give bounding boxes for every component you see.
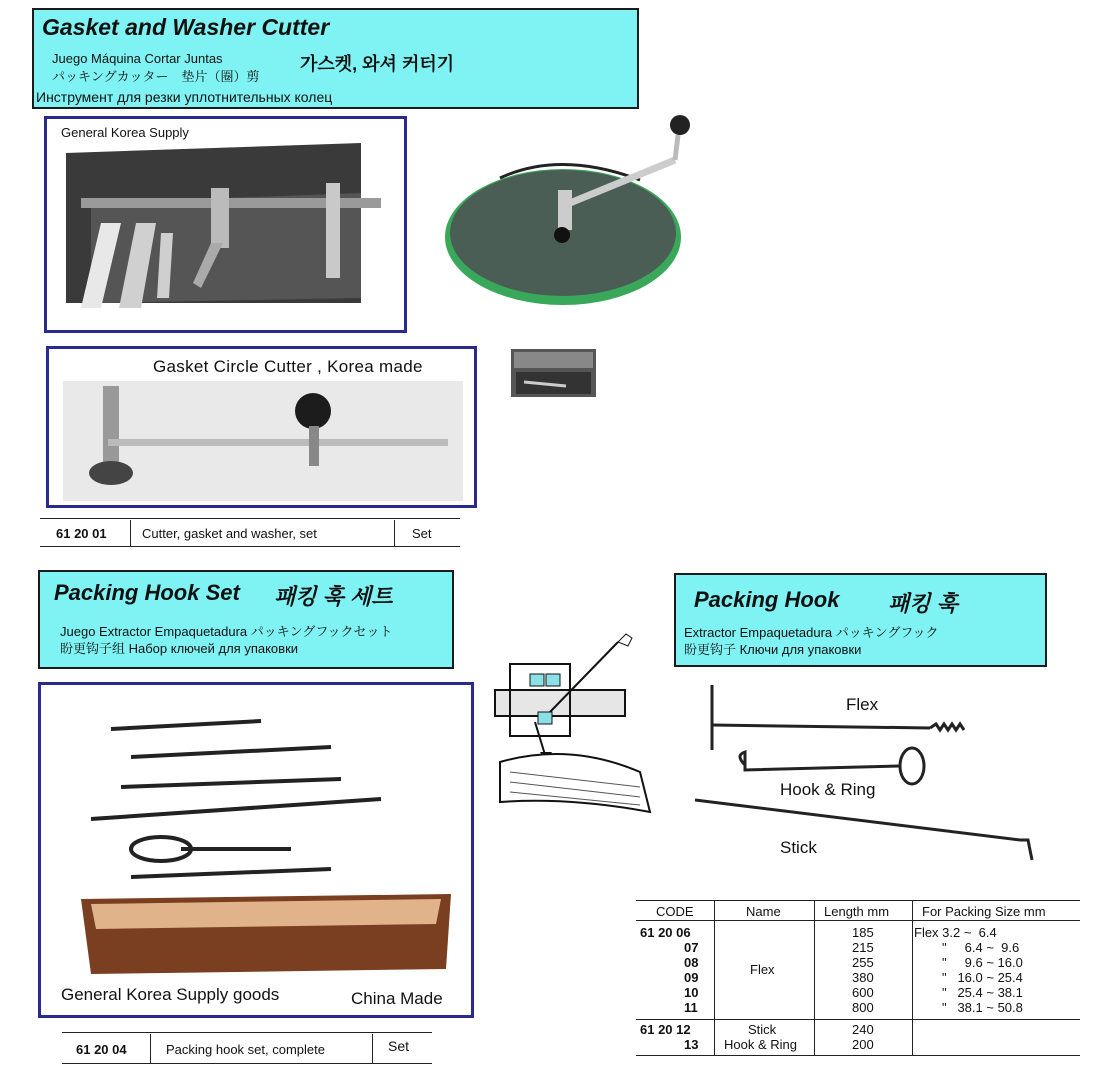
row-08-length: 255 (852, 955, 874, 970)
row-07-length: 215 (852, 940, 874, 955)
packing-hook-line1: Extractor Empaquetadura パッキングフック (684, 625, 939, 640)
row-13-code: 13 (684, 1037, 699, 1052)
row-10-size: " 25.4 ~ 38.1 (942, 985, 1023, 1000)
cutter-set-image (61, 143, 391, 313)
item2-divider-2 (372, 1034, 373, 1063)
item2-top-rule (62, 1032, 432, 1033)
spec-table-col-line-2 (814, 900, 815, 1055)
row-06-size: Flex 3.2 ~ 6.4 (914, 925, 997, 940)
item1-divider-2 (394, 520, 395, 546)
cutter-set-photo-label: General Korea Supply (61, 125, 189, 140)
spec-table-top-rule (636, 900, 1080, 901)
item2-divider-1 (150, 1034, 151, 1063)
row-11-code: 11 (684, 1000, 698, 1015)
packing-hook-title: Packing Hook (694, 587, 840, 612)
spec-table-flex-rule (636, 1019, 1080, 1020)
row-10-length: 600 (852, 985, 874, 1000)
header-size: For Packing Size mm (922, 904, 1046, 919)
hook-label-flex: Flex (846, 695, 879, 714)
hook-label-stick: Stick (780, 838, 817, 857)
spec-table-col-line-3 (912, 900, 913, 1055)
row-09-size: " 16.0 ~ 25.4 (942, 970, 1023, 985)
spec-table-bottom-rule (636, 1055, 1080, 1056)
packing-hook-line2: 盼更钩子 Ключи для упаковки (684, 642, 862, 657)
flex-name: Flex (750, 962, 775, 977)
item2-bottom-rule (62, 1063, 432, 1064)
row-08-code: 08 (684, 955, 699, 970)
row-12-length: 240 (852, 1022, 874, 1037)
gasket-cutter-japanese: パッキングカッター 垫片（圈）剪 (52, 69, 260, 84)
spec-table-col-line-1 (714, 900, 715, 1055)
row-13-name: Hook & Ring (724, 1037, 797, 1052)
circle-cutter-photo (440, 110, 690, 310)
row-10-code: 10 (684, 985, 699, 1000)
packing-hook-header (674, 573, 1047, 667)
gasket-cutter-header (32, 8, 639, 109)
hook-set-supplier-label: General Korea Supply goods (61, 985, 280, 1004)
row-11-size: " 38.1 ~ 50.8 (942, 1000, 1023, 1015)
spec-table (636, 898, 1080, 1058)
packing-hook-set-line1: Juego Extractor Empaquetadura パッキングフックセット (60, 624, 393, 639)
packing-diagram (490, 622, 660, 832)
row-08-size: " 9.6 ~ 16.0 (942, 955, 1023, 970)
gasket-cutter-spanish: Juego Máquina Cortar Juntas (52, 51, 223, 66)
cutter-set-photo (44, 116, 407, 333)
row-07-code: 07 (684, 940, 699, 955)
packing-hook-set-line2: 盼更钩子组 Набор ключей для упаковки (60, 641, 299, 656)
gasket-cutter-title: Gasket and Washer Cutter (42, 14, 330, 40)
row-06-code: 61 20 06 (640, 925, 691, 940)
hook-set-origin-label: China Made (351, 989, 443, 1008)
gasket-cutter-korean: 가스켓, 와셔 커터기 (300, 54, 455, 74)
row-13-length: 200 (852, 1037, 874, 1052)
row-06-length: 185 (852, 925, 874, 940)
packing-hook-korean: 패킹 훅 (888, 591, 958, 616)
header-name: Name (746, 904, 781, 919)
packing-hook-set-header (38, 570, 454, 669)
circle-cutter-frame (46, 346, 477, 508)
row-07-size: " 6.4 ~ 9.6 (942, 940, 1020, 955)
packing-hook-set-korean: 패킹 훅 세트 (274, 584, 393, 609)
item1-divider-1 (130, 520, 131, 546)
header-length: Length mm (824, 904, 890, 919)
circle-cutter-label: Gasket Circle Cutter , Korea made (153, 357, 423, 376)
item2-code: 61 20 04 (76, 1042, 127, 1057)
cutter-case-photo (506, 346, 601, 401)
row-11-length: 800 (852, 1000, 874, 1015)
hook-set-photo (38, 682, 474, 1018)
item2-description: Packing hook set, complete (166, 1042, 325, 1057)
header-code: CODE (656, 904, 694, 919)
item1-code: 61 20 01 (56, 526, 107, 541)
hook-label-hook-ring: Hook & Ring (780, 780, 876, 799)
circle-cutter-image (63, 381, 463, 501)
item1-top-rule (40, 518, 460, 519)
row-12-code: 61 20 12 (640, 1022, 691, 1037)
row-09-code: 09 (684, 970, 699, 985)
hook-set-image (51, 699, 471, 979)
row-09-length: 380 (852, 970, 874, 985)
item2-unit: Set (388, 1038, 410, 1054)
packing-hook-set-title: Packing Hook Set (54, 580, 240, 605)
item1-unit: Set (412, 526, 432, 541)
item1-description: Cutter, gasket and washer, set (142, 526, 317, 541)
gasket-cutter-russian: Инструмент для резки уплотнительных колец (36, 89, 333, 105)
item1-bottom-rule (40, 546, 460, 547)
row-12-name: Stick (748, 1022, 777, 1037)
spec-table-header-rule (636, 920, 1080, 921)
